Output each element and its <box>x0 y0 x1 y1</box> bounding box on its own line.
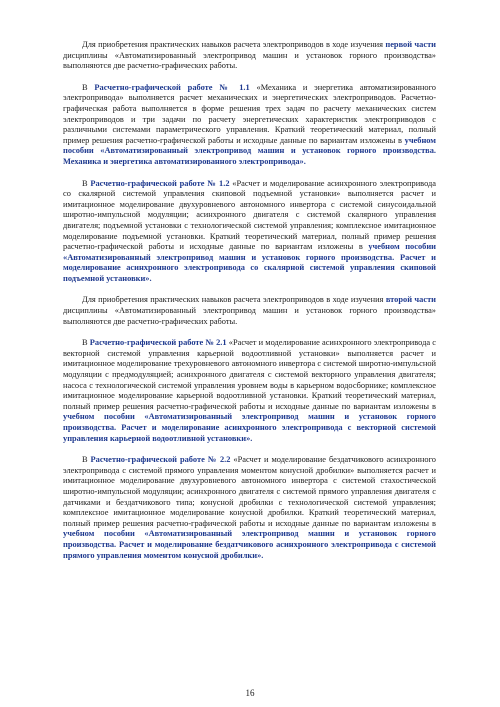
text-run: дисциплины «Автоматизированный электропривод машин и установок горного производства» выполняются две расчетно-графических работы. <box>63 50 436 71</box>
page-number: 16 <box>245 688 255 698</box>
paragraph-rgr-2-2 <box>63 455 436 561</box>
text-run: «Расчет и моделирование асинхронного электропривода с векторной системой управления карьерной водоотливной установки» выполняется расчет и имитационное моделирование трехуровневого автономного инвертора с системой широтно-импульсной модуляции с предмодуляцией; асинхронного двигателя с системой векторного управления двигателя; насоса с технологической системой управления уровнем воды в карьерном водосборнике; комплексное имитационное моделирование карьерной водоотливной установки. Краткий теоретический материал, полный пример решения расчетно-графической работы и исходные данные по вариантам изложены в <box>63 338 436 411</box>
text-run: В <box>82 338 90 348</box>
bold-run-textbook: учебном пособии «Автоматизированный электропривод машин и установок горного производства. Механика и энергетика автоматизированного электропривода». <box>63 135 436 166</box>
text-run: «Механика и энергетика автоматизированного электропривода» выполняется расчет механических и энергетических электроприводов. Расчетно-графическая работа выполняется в форме решения трех задач по расчету механических систем электроприводов и три задачи по расчету энергетических характеристик электроприводов с различными системами параметрического управления. Краткий теоретический материал, полный пример решения расчетно-графической работы и исходные данные по вариантам изложены в <box>63 82 436 145</box>
text-run: дисциплины «Автоматизированный электропривод машин и установок горного производства» выполняются две расчетно-графических работы. <box>63 306 436 326</box>
text-run: В <box>82 178 91 188</box>
paragraph-part2-intro <box>63 295 436 327</box>
paragraph-rgr-2-1 <box>63 338 436 444</box>
bold-run-textbook: учебном пособии «Автоматизированный электропривод машин и установок горного производства. Расчет и моделирование бездатчикового асинхронного электропривода с системой прямого управления моментом конусной дробилки». <box>63 529 436 560</box>
text-run: В <box>82 455 91 465</box>
text-run: «Расчет и моделирование асинхронного электропривода со скалярной системой управления скиповой подъемной установки» выполняется расчет и имитационное моделирование двухуровневого автономного инвертора с системой синусоидальной широтно-импульсной модуляции; асинхронного двигателя с системой скалярного управления двигателя; подъемной установки с технологической системой управления; комплексное имитационное моделирование подъемной установки. Краткий теоретический материал, полный пример решения расчетно-графической работы и исходные данные по вариантам изложены в <box>63 178 436 252</box>
bold-run-rgr-title: Расчетно-графической работе № 2.1 <box>89 338 227 348</box>
bold-run-textbook: учебном пособии «Автоматизированный электропривод машин и установок горного производства. Расчет и моделирование асинхронного электропривода с векторной системой управления карьерной водоотливной установки». <box>63 412 436 443</box>
text-run: Для приобретения практических навыков расчета электроприводов в ходе изучения <box>82 295 386 305</box>
text-run: В <box>82 82 95 92</box>
paragraph-rgr-1-2 <box>63 179 436 285</box>
bold-run-textbook: учебном пособии «Автоматизированный электропривод машин и установок горного производства. Расчет и моделирование асинхронного электропривода со скалярной системой управления скиповой подъемной установки». <box>63 242 436 283</box>
text-body <box>63 40 436 561</box>
paragraph-part1-intro <box>63 40 436 72</box>
bold-run-first-part: первой части <box>385 40 437 49</box>
bold-run-rgr-title: Расчетно-графической работе № 1.1 <box>94 82 250 92</box>
bold-run-rgr-title: Расчетно-графической работе № 1.2 <box>90 178 230 188</box>
bold-run-second-part: второй части <box>385 295 437 305</box>
text-run: Для приобретения практических навыков расчета электроприводов в ходе изучения <box>82 40 386 49</box>
bold-run-rgr-title: Расчетно-графической работе № 2.2 <box>90 455 231 465</box>
paragraph-rgr-1-1 <box>63 83 436 168</box>
text-run: «Расчет и моделирование бездатчикового асинхронного электропривода с системой прямого управления моментом конусной дробилки» выполняется расчет и имитационное моделирование двухуровневого автономного инвертора с системой стахостической широтно-импульсной модуляции; асинхронного двигателя с системой прямого управления двигателя с датчиками и бездатчикового типа; конусной дробилки с технологической системой управления; комплексное имитационное моделирование конусной дробилки. Краткий теоретический материал, полный пример решения расчетно-графической работы и исходные данные по вариантам изложены в <box>63 455 436 528</box>
